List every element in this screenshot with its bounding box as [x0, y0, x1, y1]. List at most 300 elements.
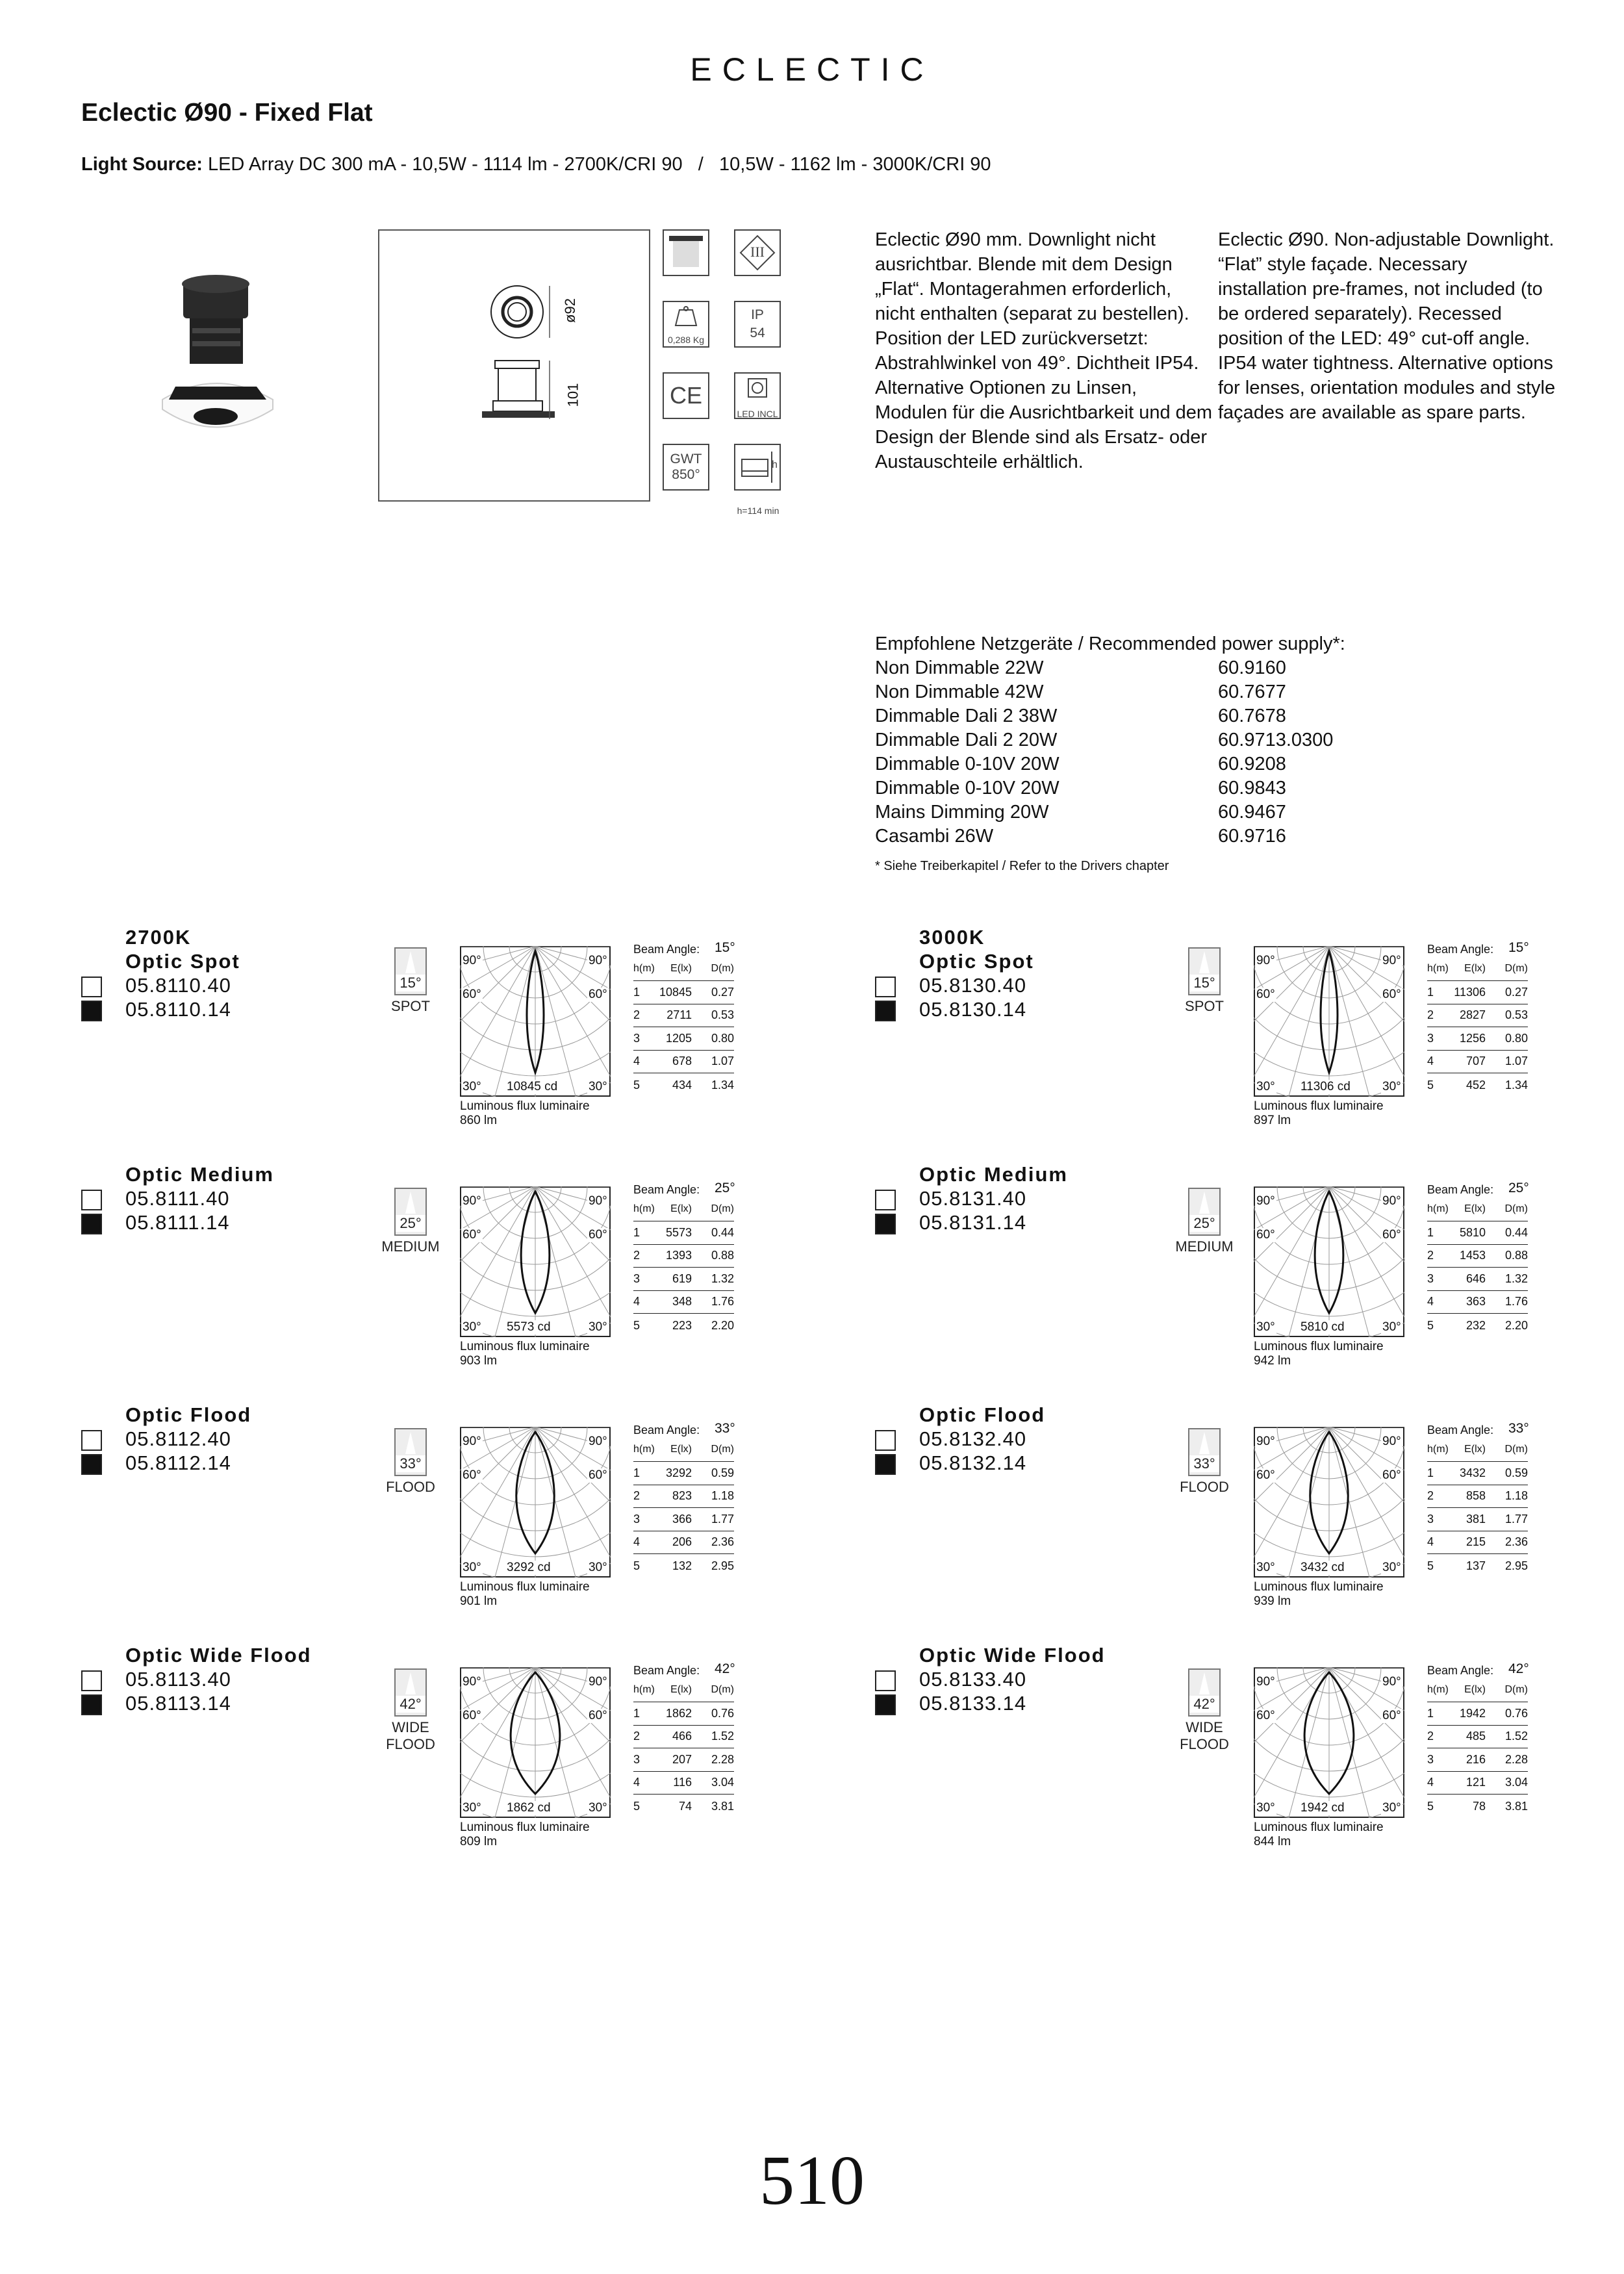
polar-angle-label: 90° — [1382, 1194, 1401, 1208]
badge-label: FLOOD — [386, 1479, 435, 1495]
table-cell: 2.28 — [692, 1748, 734, 1772]
polar-angle-label: 60° — [463, 1228, 481, 1242]
table-cell: 74 — [678, 1799, 692, 1813]
table-header: h(m) — [633, 957, 656, 981]
polar-angle-label: 30° — [1382, 1801, 1401, 1815]
article-code-black: 05.8110.14 — [125, 998, 231, 1021]
weight-label: 0,288 Kg — [667, 335, 705, 345]
table-cell: 5 — [1427, 1799, 1434, 1813]
table-cell: 619 — [656, 1268, 692, 1291]
polar-angle-label: 30° — [463, 1320, 481, 1334]
polar-angle-label: 90° — [1256, 1194, 1275, 1208]
badge-angle: 15° — [1189, 975, 1219, 991]
illuminance-table — [1427, 1197, 1528, 1337]
table-cell: 3 — [1427, 1748, 1450, 1772]
color-temperature-label: 2700K — [125, 926, 192, 949]
table-cell: 4 — [633, 1290, 656, 1314]
power-supply-code: 60.9467 — [1218, 802, 1286, 823]
polar-angle-label: 30° — [1256, 1320, 1275, 1334]
flux-value: 809 lm — [460, 1835, 498, 1848]
flux-label: Luminous flux luminaire — [460, 1340, 590, 1353]
polar-angle-label: 90° — [1256, 1675, 1275, 1689]
beam-angle-badge — [1188, 1188, 1221, 1236]
polar-angle-label: 60° — [1256, 1468, 1275, 1482]
beam-cone-icon — [1189, 1429, 1219, 1455]
badge-angle: 15° — [396, 975, 425, 991]
table-cell: 0.44 — [692, 1221, 734, 1245]
table-cell: 3432 — [1450, 1462, 1486, 1485]
flux-value: 901 lm — [460, 1594, 498, 1608]
power-supply-name: Dimmable 0-10V 20W — [875, 754, 1059, 774]
table-row — [633, 1073, 734, 1097]
illuminance-table — [1427, 957, 1528, 1097]
table-cell: 1.34 — [711, 1078, 734, 1092]
table-header: E(lx) — [656, 957, 692, 981]
badge-angle: 33° — [1189, 1455, 1219, 1472]
table-row — [633, 1004, 734, 1027]
beam-angle-badge — [1188, 1428, 1221, 1476]
table-cell: 1453 — [1450, 1244, 1486, 1268]
table-header: D(m) — [692, 957, 734, 981]
table-cell: 1.77 — [692, 1508, 734, 1531]
table-cell: 2.28 — [1486, 1748, 1528, 1772]
badge-angle: 25° — [396, 1215, 425, 1232]
polar-angle-label: 30° — [1382, 1561, 1401, 1574]
table-cell: 216 — [1450, 1748, 1486, 1772]
light-source-line — [81, 154, 991, 175]
optic-name: Optic Wide Flood — [919, 1644, 1106, 1667]
table-cell: 2.36 — [692, 1531, 734, 1554]
finish-swatch-white — [81, 977, 102, 997]
polar-angle-label: 30° — [1382, 1320, 1401, 1334]
polar-angle-label: 30° — [589, 1561, 607, 1574]
table-row — [633, 1485, 734, 1508]
table-header: E(lx) — [1450, 1197, 1486, 1221]
table-cell: 2.95 — [1504, 1559, 1528, 1572]
drawing-graphic — [379, 231, 649, 500]
article-code-white: 05.8132.40 — [919, 1427, 1027, 1450]
finish-swatch-black — [81, 1454, 102, 1475]
polar-angle-label: 90° — [463, 1194, 481, 1208]
table-cell: 2 — [1427, 1725, 1450, 1748]
product-title: Eclectic Ø90 - Fixed Flat — [81, 99, 373, 127]
badge-angle: 33° — [396, 1455, 425, 1472]
power-supply-title: Empfohlene Netzgeräte / Recommended power supply*: — [875, 633, 1345, 654]
table-row — [633, 1702, 734, 1726]
article-code-white: 05.8110.40 — [125, 974, 231, 997]
beam-angle-value: 42° — [1508, 1661, 1529, 1676]
table-cell: 206 — [656, 1531, 692, 1554]
table-cell: 207 — [656, 1748, 692, 1772]
table-cell: 2.36 — [1486, 1531, 1528, 1554]
badge-angle: 42° — [396, 1696, 425, 1713]
table-cell: 0.76 — [1486, 1702, 1528, 1726]
table-row — [633, 1771, 734, 1795]
table-cell: 2 — [633, 1244, 656, 1268]
flux-label: Luminous flux luminaire — [460, 1099, 590, 1113]
table-cell: 1.18 — [1486, 1485, 1528, 1508]
finish-swatch-white — [875, 977, 896, 997]
table-cell: 1.07 — [1486, 1050, 1528, 1073]
beam-angle-value: 33° — [715, 1421, 735, 1436]
table-row — [633, 1050, 734, 1073]
polar-diagram-graphic — [1254, 946, 1404, 1097]
beam-angle-badge — [394, 1668, 427, 1717]
flux-label: Luminous flux luminaire — [460, 1580, 590, 1594]
peak-intensity-label: 1862 cd — [507, 1801, 551, 1815]
table-cell: 3 — [1427, 1027, 1450, 1051]
badge-angle: 25° — [1189, 1215, 1219, 1232]
table-cell: 1205 — [656, 1027, 692, 1051]
beam-angle-badge — [394, 1428, 427, 1476]
class-iii-icon — [734, 229, 781, 276]
beam-angle-label: Beam Angle: — [633, 1183, 700, 1196]
table-row — [1427, 981, 1528, 1004]
table-row — [1427, 1771, 1528, 1795]
table-cell: 466 — [656, 1725, 692, 1748]
table-cell: 5 — [1427, 1078, 1434, 1092]
table-row — [633, 1554, 734, 1578]
polar-angle-label: 30° — [589, 1080, 607, 1093]
table-cell: 2 — [1427, 1244, 1450, 1268]
polar-angle-label: 30° — [463, 1561, 481, 1574]
table-cell: 2 — [633, 1004, 656, 1027]
table-row — [633, 1027, 734, 1051]
power-supply-name: Mains Dimming 20W — [875, 802, 1049, 823]
table-cell: 678 — [656, 1050, 692, 1073]
table-cell: 1 — [633, 1221, 656, 1245]
table-cell: 434 — [672, 1078, 692, 1092]
installation-height-icon — [734, 444, 781, 491]
article-code-black: 05.8130.14 — [919, 998, 1027, 1021]
beam-angle-badge — [1188, 947, 1221, 995]
finish-swatch-black — [81, 1214, 102, 1234]
h-min-label: h=114 min — [737, 505, 780, 516]
power-supply-name: Non Dimmable 42W — [875, 682, 1044, 702]
table-cell: 2827 — [1450, 1004, 1486, 1027]
table-cell: 1393 — [656, 1244, 692, 1268]
polar-angle-label: 60° — [589, 1468, 607, 1482]
table-cell: 5810 — [1450, 1221, 1486, 1245]
table-cell: 232 — [1465, 1318, 1486, 1332]
ip-value: 54 — [750, 326, 765, 340]
light-source-text: LED Array DC 300 mA - 10,5W - 1114 lm - 2700K/CRI 90 / 10,5W - 1162 lm - 3000K/CRI 90 — [207, 154, 991, 175]
illuminance-table — [633, 957, 734, 1097]
table-cell: 858 — [1450, 1485, 1486, 1508]
illuminance-table — [633, 1678, 734, 1818]
badge-label: SPOT — [1185, 998, 1224, 1014]
table-cell: 1942 — [1450, 1702, 1486, 1726]
table-cell: 5 — [1427, 1318, 1434, 1332]
class-iii-label: III — [750, 244, 765, 260]
table-cell: 11306 — [1450, 981, 1486, 1004]
table-header: h(m) — [1427, 1197, 1450, 1221]
table-cell: 3292 — [656, 1462, 692, 1485]
beam-angle-badge — [394, 947, 427, 995]
h-label: h — [772, 459, 778, 470]
table-cell: 1.07 — [692, 1050, 734, 1073]
polar-angle-label: 30° — [589, 1320, 607, 1334]
polar-diagram-graphic — [1254, 1186, 1404, 1337]
polar-angle-label: 30° — [463, 1080, 481, 1093]
table-cell: 0.88 — [1486, 1244, 1528, 1268]
peak-intensity-label: 3432 cd — [1300, 1561, 1345, 1574]
table-row — [1427, 1508, 1528, 1531]
table-cell: 3 — [633, 1027, 656, 1051]
polar-angle-label: 30° — [463, 1801, 481, 1815]
table-header: D(m) — [1486, 957, 1528, 981]
table-cell: 116 — [656, 1771, 692, 1795]
beam-angle-value: 33° — [1508, 1421, 1529, 1436]
beam-angle-label: Beam Angle: — [1427, 1664, 1494, 1677]
table-cell: 0.80 — [1486, 1027, 1528, 1051]
polar-angle-label: 90° — [463, 1675, 481, 1689]
table-cell: 5 — [633, 1559, 641, 1572]
polar-angle-label: 90° — [589, 1435, 607, 1448]
table-cell: 2.20 — [711, 1318, 734, 1332]
table-cell: 823 — [656, 1485, 692, 1508]
article-code-white: 05.8112.40 — [125, 1427, 231, 1450]
badge-label: MEDIUM — [381, 1238, 440, 1255]
finish-swatch-black — [81, 1001, 102, 1021]
beam-cone-icon — [396, 1670, 425, 1696]
article-code-black: 05.8112.14 — [125, 1451, 231, 1474]
color-temperature-label: 3000K — [919, 926, 985, 949]
peak-intensity-label: 5573 cd — [507, 1320, 551, 1334]
table-row — [1427, 1268, 1528, 1291]
table-cell: 1 — [1427, 1702, 1450, 1726]
led-included-icon — [734, 372, 781, 419]
polar-diagram — [1254, 946, 1404, 1097]
finish-swatch-white — [875, 1430, 896, 1451]
finish-swatch-white — [875, 1190, 896, 1210]
polar-angle-label: 60° — [1382, 1468, 1401, 1482]
table-row — [633, 1508, 734, 1531]
polar-angle-label: 90° — [463, 954, 481, 967]
table-cell: 452 — [1465, 1078, 1486, 1092]
gwt-label: GWT — [670, 452, 702, 466]
table-cell: 366 — [656, 1508, 692, 1531]
polar-angle-label: 30° — [1382, 1080, 1401, 1093]
finish-swatch-black — [875, 1214, 896, 1234]
table-header: E(lx) — [1450, 1678, 1486, 1702]
peak-intensity-label: 11306 cd — [1300, 1080, 1351, 1093]
table-cell: 4 — [1427, 1771, 1450, 1795]
ip-label: IP — [751, 307, 764, 322]
beam-cone-icon — [396, 1189, 425, 1215]
flux-label: Luminous flux luminaire — [1254, 1099, 1384, 1113]
led-included-label: LED INCL — [737, 409, 778, 419]
table-cell: 0.44 — [1486, 1221, 1528, 1245]
polar-diagram — [1254, 1427, 1404, 1578]
table-cell: 3.04 — [1486, 1771, 1528, 1795]
polar-diagram — [1254, 1667, 1404, 1818]
polar-diagram — [460, 946, 611, 1097]
polar-diagram — [1254, 1186, 1404, 1337]
table-cell: 1.52 — [1486, 1725, 1528, 1748]
table-cell: 78 — [1472, 1799, 1486, 1813]
table-row — [1427, 1702, 1528, 1726]
polar-diagram-graphic — [460, 1667, 611, 1818]
flux-value: 939 lm — [1254, 1594, 1291, 1608]
polar-angle-label: 90° — [1256, 1435, 1275, 1448]
article-code-black: 05.8133.14 — [919, 1692, 1027, 1715]
description-german: Eclectic Ø90 mm. Downlight nicht ausrichtbar. Blende mit dem Design „Flat“. Montagerahmen erforderlich, nicht enthalten (separat zu bestellen). Position der LED zurückversetzt: Abstrahlwinkel von 49°. Dichtheit IP54. Alternative Optionen zu Linsen, Modulen für die Ausrichtbarkeit und dem Design der Blende sind als Ersatz- oder Austauschteile erhältlich. — [875, 229, 1213, 472]
beam-cone-icon — [396, 1429, 425, 1455]
table-header: h(m) — [1427, 957, 1450, 981]
beam-angle-label: Beam Angle: — [633, 943, 700, 956]
badge-label: FLOOD — [1180, 1479, 1229, 1495]
table-row — [633, 1314, 734, 1338]
table-cell: 348 — [656, 1290, 692, 1314]
power-supply-code: 60.9716 — [1218, 826, 1286, 847]
article-code-black: 05.8113.14 — [125, 1692, 231, 1715]
polar-angle-label: 60° — [1256, 1228, 1275, 1242]
article-code-white: 05.8131.40 — [919, 1187, 1027, 1210]
polar-diagram-graphic — [460, 1427, 611, 1578]
table-header: D(m) — [1486, 1678, 1528, 1702]
table-cell: 4 — [633, 1531, 656, 1554]
badge-angle: 42° — [1189, 1696, 1219, 1713]
optic-name: Optic Spot — [919, 950, 1034, 973]
polar-angle-label: 60° — [1382, 988, 1401, 1001]
table-cell: 3 — [1427, 1268, 1450, 1291]
table-cell: 2 — [1427, 1485, 1450, 1508]
table-header: E(lx) — [656, 1678, 692, 1702]
finish-swatch-white — [81, 1190, 102, 1210]
table-cell: 0.27 — [1486, 981, 1528, 1004]
polar-angle-label: 90° — [463, 1435, 481, 1448]
table-row — [633, 1462, 734, 1485]
table-cell: 1.18 — [692, 1485, 734, 1508]
table-cell: 0.27 — [692, 981, 734, 1004]
table-row — [1427, 1004, 1528, 1027]
polar-angle-label: 60° — [589, 1709, 607, 1722]
polar-angle-label: 30° — [1256, 1561, 1275, 1574]
table-cell: 2.20 — [1504, 1318, 1528, 1332]
table-cell: 132 — [672, 1559, 692, 1572]
beam-cone-icon — [1189, 1189, 1219, 1215]
table-header: D(m) — [692, 1678, 734, 1702]
table-cell: 5 — [633, 1078, 641, 1092]
light-source-label: Light Source: — [81, 154, 203, 175]
beam-angle-value: 42° — [715, 1661, 735, 1676]
polar-diagram-graphic — [460, 946, 611, 1097]
article-code-white: 05.8111.40 — [125, 1187, 230, 1210]
polar-angle-label: 60° — [589, 988, 607, 1001]
table-row — [633, 1795, 734, 1819]
peak-intensity-label: 10845 cd — [507, 1080, 558, 1093]
flux-label: Luminous flux luminaire — [460, 1820, 590, 1834]
table-cell: 0.76 — [692, 1702, 734, 1726]
beam-cone-icon — [396, 949, 425, 975]
flux-label: Luminous flux luminaire — [1254, 1340, 1384, 1353]
beam-angle-value: 15° — [1508, 940, 1529, 955]
table-row — [633, 1531, 734, 1554]
table-header: E(lx) — [1450, 1438, 1486, 1462]
table-row — [1427, 1290, 1528, 1314]
table-cell: 3.04 — [692, 1771, 734, 1795]
power-supply-code: 60.7678 — [1218, 706, 1286, 726]
dim-height: 101 — [565, 383, 581, 407]
table-header: D(m) — [692, 1438, 734, 1462]
table-cell: 1.77 — [1486, 1508, 1528, 1531]
table-header: h(m) — [633, 1438, 656, 1462]
recessed-symbol-icon — [663, 229, 709, 276]
brand-title: ECLECTIC — [690, 51, 934, 88]
table-cell: 3 — [633, 1268, 656, 1291]
badge-label: WIDE FLOOD — [1180, 1719, 1229, 1752]
table-cell: 4 — [1427, 1531, 1450, 1554]
table-cell: 2711 — [656, 1004, 692, 1027]
table-cell: 381 — [1450, 1508, 1486, 1531]
technical-drawing — [378, 229, 650, 502]
table-cell: 2 — [633, 1485, 656, 1508]
polar-angle-label: 60° — [1256, 988, 1275, 1001]
table-row — [1427, 1073, 1528, 1097]
table-cell: 1.52 — [692, 1725, 734, 1748]
polar-diagram-graphic — [1254, 1427, 1404, 1578]
table-row — [633, 1725, 734, 1748]
polar-diagram-graphic — [460, 1186, 611, 1337]
table-row — [633, 1290, 734, 1314]
table-cell: 215 — [1450, 1531, 1486, 1554]
badge-label: SPOT — [391, 998, 430, 1014]
peak-intensity-label: 5810 cd — [1300, 1320, 1345, 1334]
table-cell: 3 — [633, 1748, 656, 1772]
beam-cone-icon — [1189, 949, 1219, 975]
peak-intensity-label: 1942 cd — [1300, 1801, 1345, 1815]
table-cell: 0.80 — [692, 1027, 734, 1051]
polar-diagram — [460, 1186, 611, 1337]
optic-name: Optic Medium — [919, 1163, 1068, 1186]
table-cell: 1.76 — [692, 1290, 734, 1314]
table-row — [1427, 1244, 1528, 1268]
peak-intensity-label: 3292 cd — [507, 1561, 551, 1574]
table-header: E(lx) — [1450, 957, 1486, 981]
gwt-icon — [663, 444, 709, 491]
dim-diameter: ø92 — [561, 298, 578, 323]
table-row — [633, 1748, 734, 1772]
table-cell: 5573 — [656, 1221, 692, 1245]
polar-angle-label: 90° — [589, 954, 607, 967]
polar-angle-label: 60° — [463, 1468, 481, 1482]
polar-angle-label: 60° — [463, 1709, 481, 1722]
optic-name: Optic Flood — [125, 1403, 252, 1426]
table-row — [1427, 1554, 1528, 1578]
table-cell: 5 — [1427, 1559, 1434, 1572]
finish-swatch-black — [875, 1694, 896, 1715]
power-supply-name: Dimmable Dali 2 20W — [875, 730, 1058, 750]
table-cell: 4 — [633, 1771, 656, 1795]
illuminance-table — [633, 1197, 734, 1337]
table-header: h(m) — [633, 1678, 656, 1702]
power-supply-code: 60.7677 — [1218, 682, 1286, 702]
table-cell: 1 — [1427, 1221, 1450, 1245]
table-cell: 3 — [633, 1508, 656, 1531]
table-row — [1427, 1531, 1528, 1554]
table-header: h(m) — [1427, 1438, 1450, 1462]
power-supply-name: Dimmable 0-10V 20W — [875, 778, 1059, 798]
table-cell: 2.95 — [711, 1559, 734, 1572]
article-code-white: 05.8130.40 — [919, 974, 1027, 997]
table-cell: 121 — [1450, 1771, 1486, 1795]
table-cell: 1.34 — [1504, 1078, 1528, 1092]
optic-name: Optic Wide Flood — [125, 1644, 312, 1667]
table-cell: 2 — [633, 1725, 656, 1748]
polar-angle-label: 30° — [1256, 1080, 1275, 1093]
polar-angle-label: 60° — [463, 988, 481, 1001]
